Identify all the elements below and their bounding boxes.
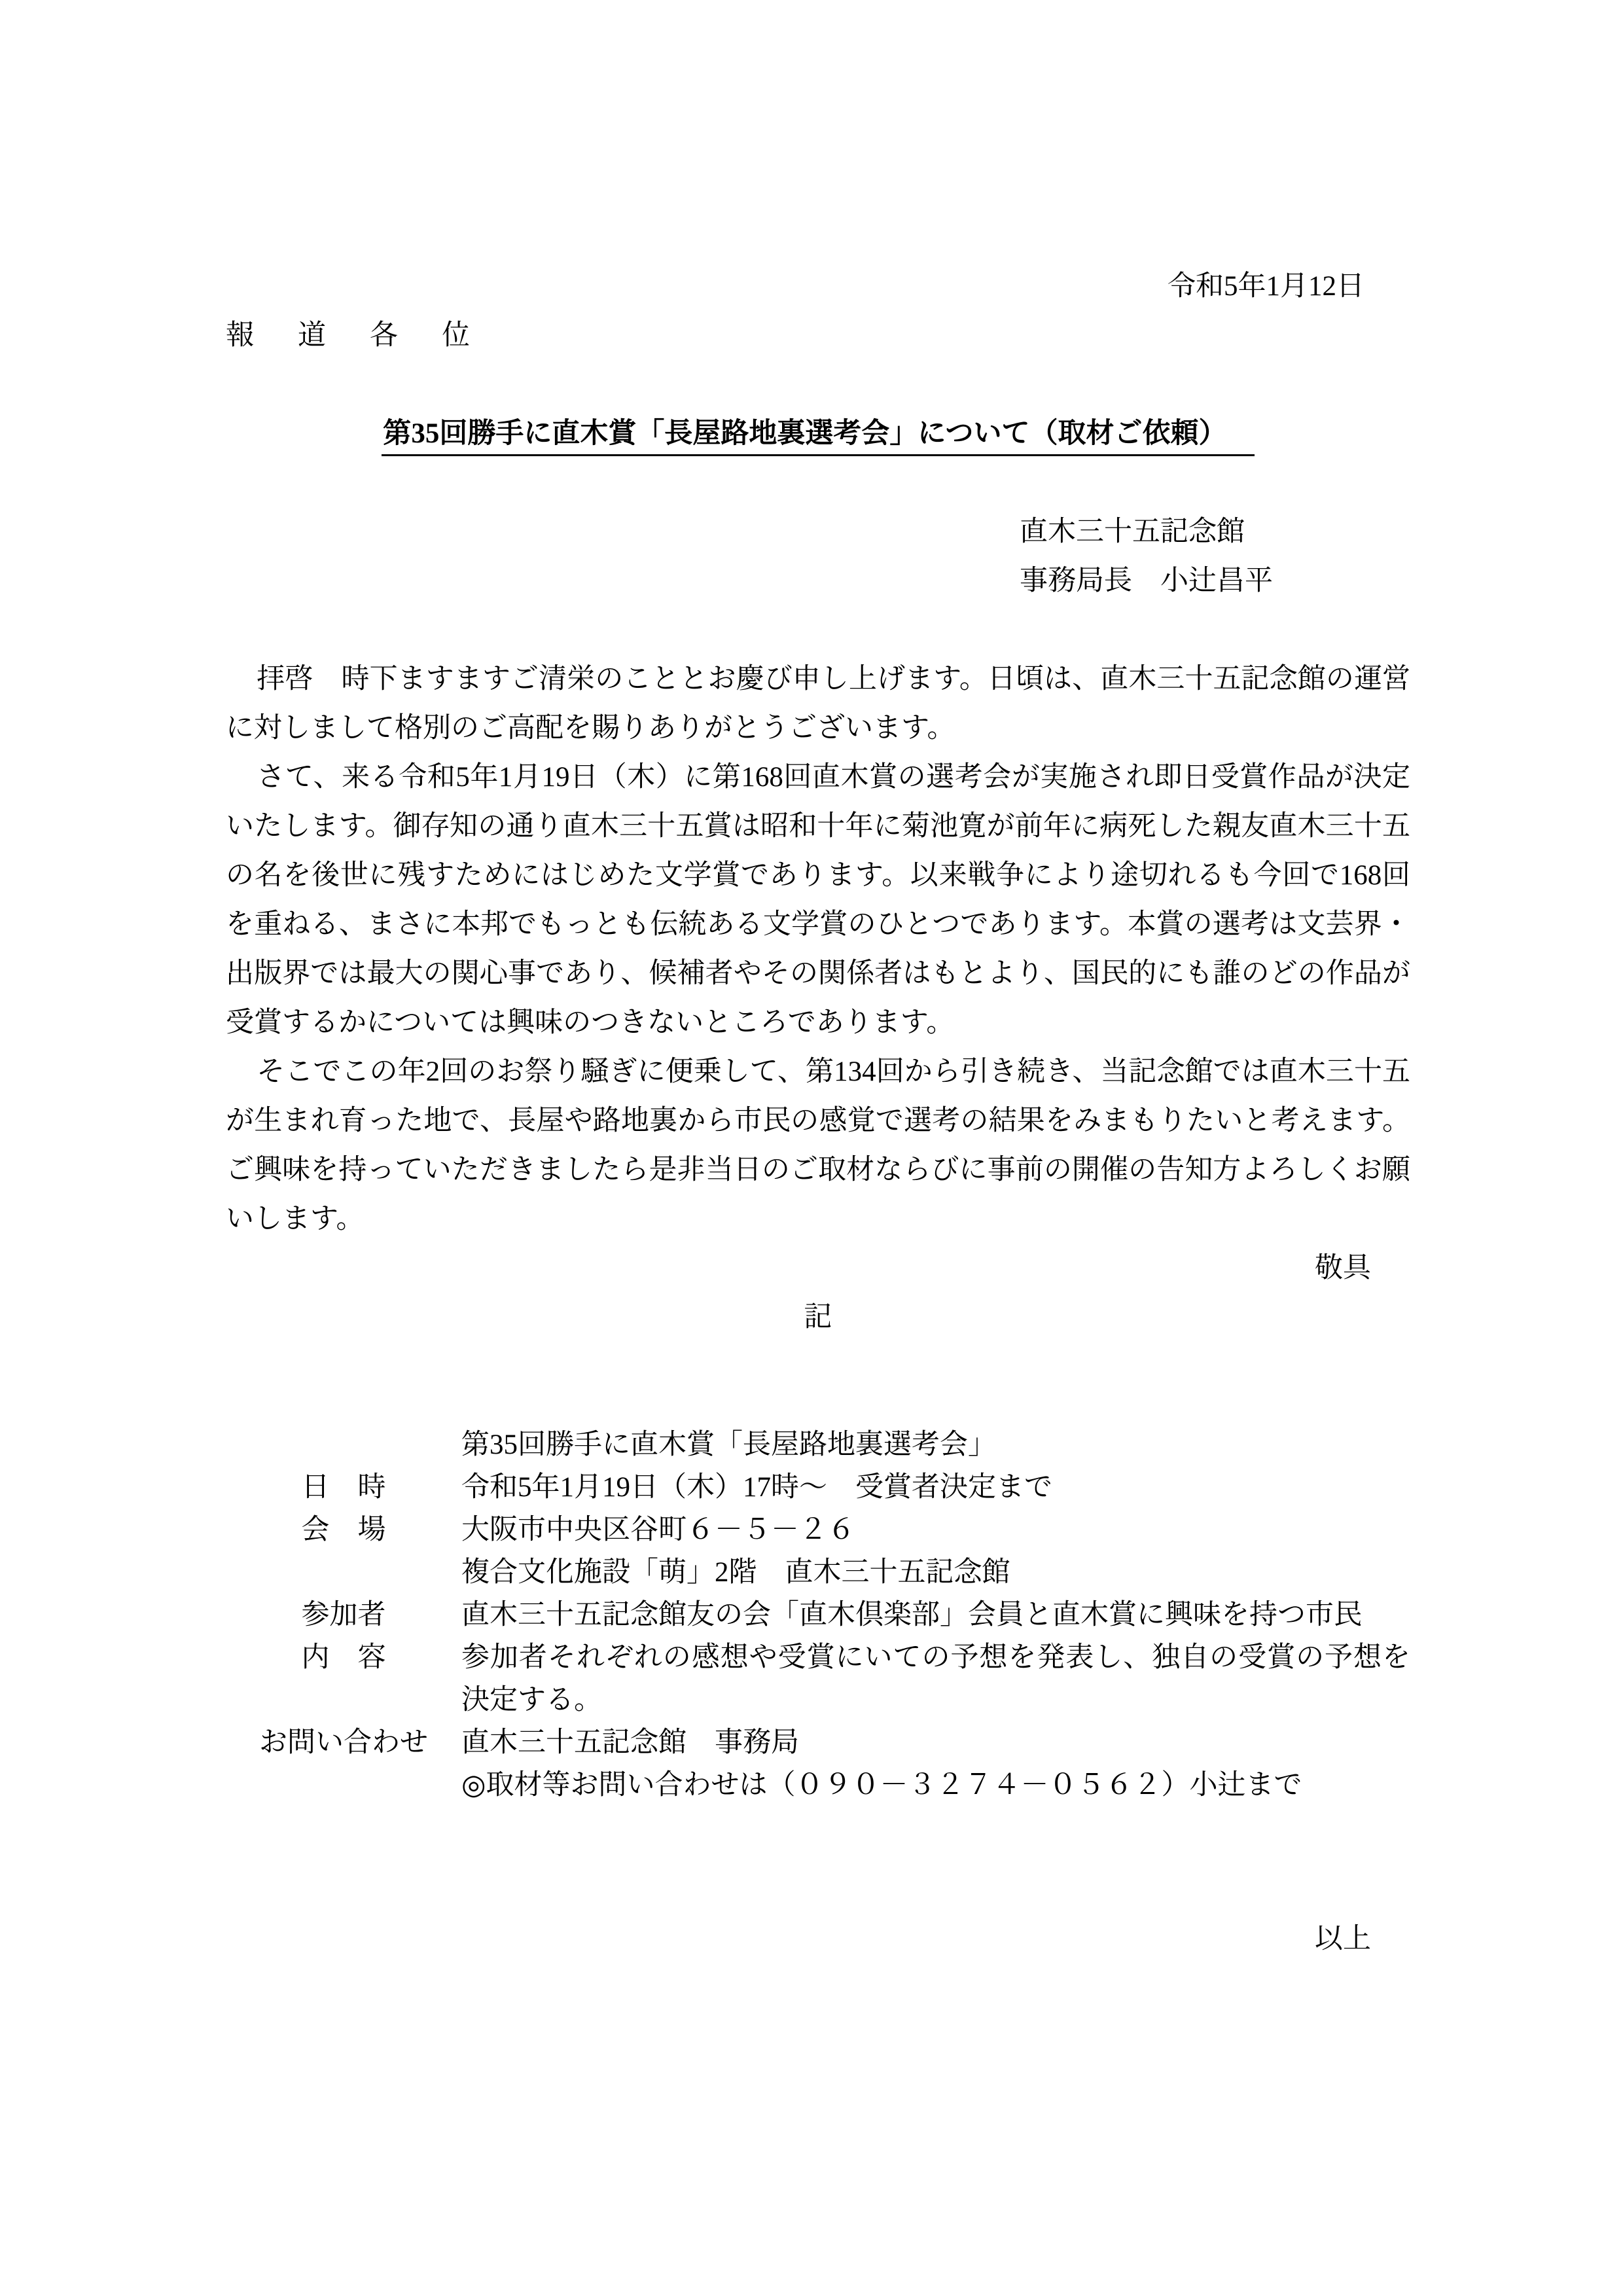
detail-value: 大阪市中央区谷町６－５－２６ xyxy=(461,1515,855,1545)
detail-row-participants xyxy=(226,1594,1410,1636)
paragraph-greeting: 拝啓 時下ますますご清栄のこととお慶び申し上げます。日頃は、直木三十五記念館の運営に対しまして格別のご高配を賜りありがとうございます。 xyxy=(226,664,1410,744)
sender-inner xyxy=(1020,507,1273,605)
detail-label xyxy=(226,1764,461,1806)
letter-body xyxy=(226,655,1410,1244)
sender-organization: 直木三十五記念館 xyxy=(1020,516,1245,547)
detail-label: 内 容 xyxy=(301,1642,386,1673)
sender-person: 事務局長 小辻昌平 xyxy=(1020,565,1273,596)
detail-label: 日 時 xyxy=(301,1472,386,1503)
detail-label: 参加者 xyxy=(301,1600,386,1630)
detail-value: ◎取材等お問い合わせは（０９０－３２７４－０５６２）小辻まで xyxy=(461,1770,1302,1801)
closing-word: 敬具 xyxy=(1315,1253,1371,1283)
detail-row-datetime xyxy=(226,1466,1410,1509)
detail-label xyxy=(226,1551,461,1594)
paragraph-request: そこでこの年2回のお祭り騒ぎに便乗して、第134回から引き続き、当記念館では直木三十五が生まれ育った地で、長屋や路地裏から市民の感覚で選考の結果をみまもりたいと考えます。ご興味を持っていただきましたら是非当日のご取材ならびに事前の開催の告知方よろしくお願いします。 xyxy=(226,1056,1410,1234)
document-date: 令和5年1月12日 xyxy=(1168,271,1364,302)
detail-value: 令和5年1月19日（木）17時～ 受賞者決定まで xyxy=(461,1472,1052,1503)
detail-label: お問い合わせ xyxy=(259,1727,428,1758)
detail-value: 複合文化施設「萌」2階 直木三十五記念館 xyxy=(461,1557,1010,1588)
detail-row-contents xyxy=(226,1636,1410,1721)
detail-row-venue xyxy=(226,1509,1410,1551)
detail-label: 会 場 xyxy=(301,1515,386,1545)
event-details xyxy=(226,1424,1410,1806)
detail-value: 参加者それぞれの感想や受賞にいての予想を発表し、独自の受賞の予想を決定する。 xyxy=(461,1642,1410,1715)
detail-value: 直木三十五記念館 事務局 xyxy=(461,1727,799,1758)
recipient-line: 報 道 各 位 xyxy=(226,320,478,351)
detail-row-venue-building xyxy=(226,1551,1410,1594)
document-title-line xyxy=(226,409,1410,458)
sender-block xyxy=(226,507,1410,605)
end-marker: 以上 xyxy=(1315,1924,1371,1954)
paragraph-background: さて、来る令和5年1月19日（木）に第168回直木賞の選考会が実施され即日受賞作品が決定いたします。御存知の通り直木三十五賞は昭和十年に菊池寛が前年に病死した親友直木三十五の名を後世に残すためにはじめた文学賞であります。以来戦争により途切れるも今回で168回を重ねる、まさに本邦でもっとも伝統ある文学賞のひとつであります。本賞の選考は文芸界・出版界では最大の関心事であり、候補者やその関係者はもとより、国民的にも誰のどの作品が受賞するかについては興味のつきないところであります。 xyxy=(226,762,1410,1038)
detail-value: 直木三十五記念館友の会「直木倶楽部」会員と直木賞に興味を持つ市民 xyxy=(461,1600,1362,1630)
detail-row-contact xyxy=(226,1721,1410,1764)
event-title: 第35回勝手に直木賞「長屋路地裏選考会」 xyxy=(461,1429,996,1460)
record-marker: 記 xyxy=(804,1302,832,1333)
detail-row-contact-phone xyxy=(226,1764,1410,1806)
document-title: 第35回勝手に直木賞「長屋路地裏選考会」について（取材ご依頼） xyxy=(382,418,1254,456)
